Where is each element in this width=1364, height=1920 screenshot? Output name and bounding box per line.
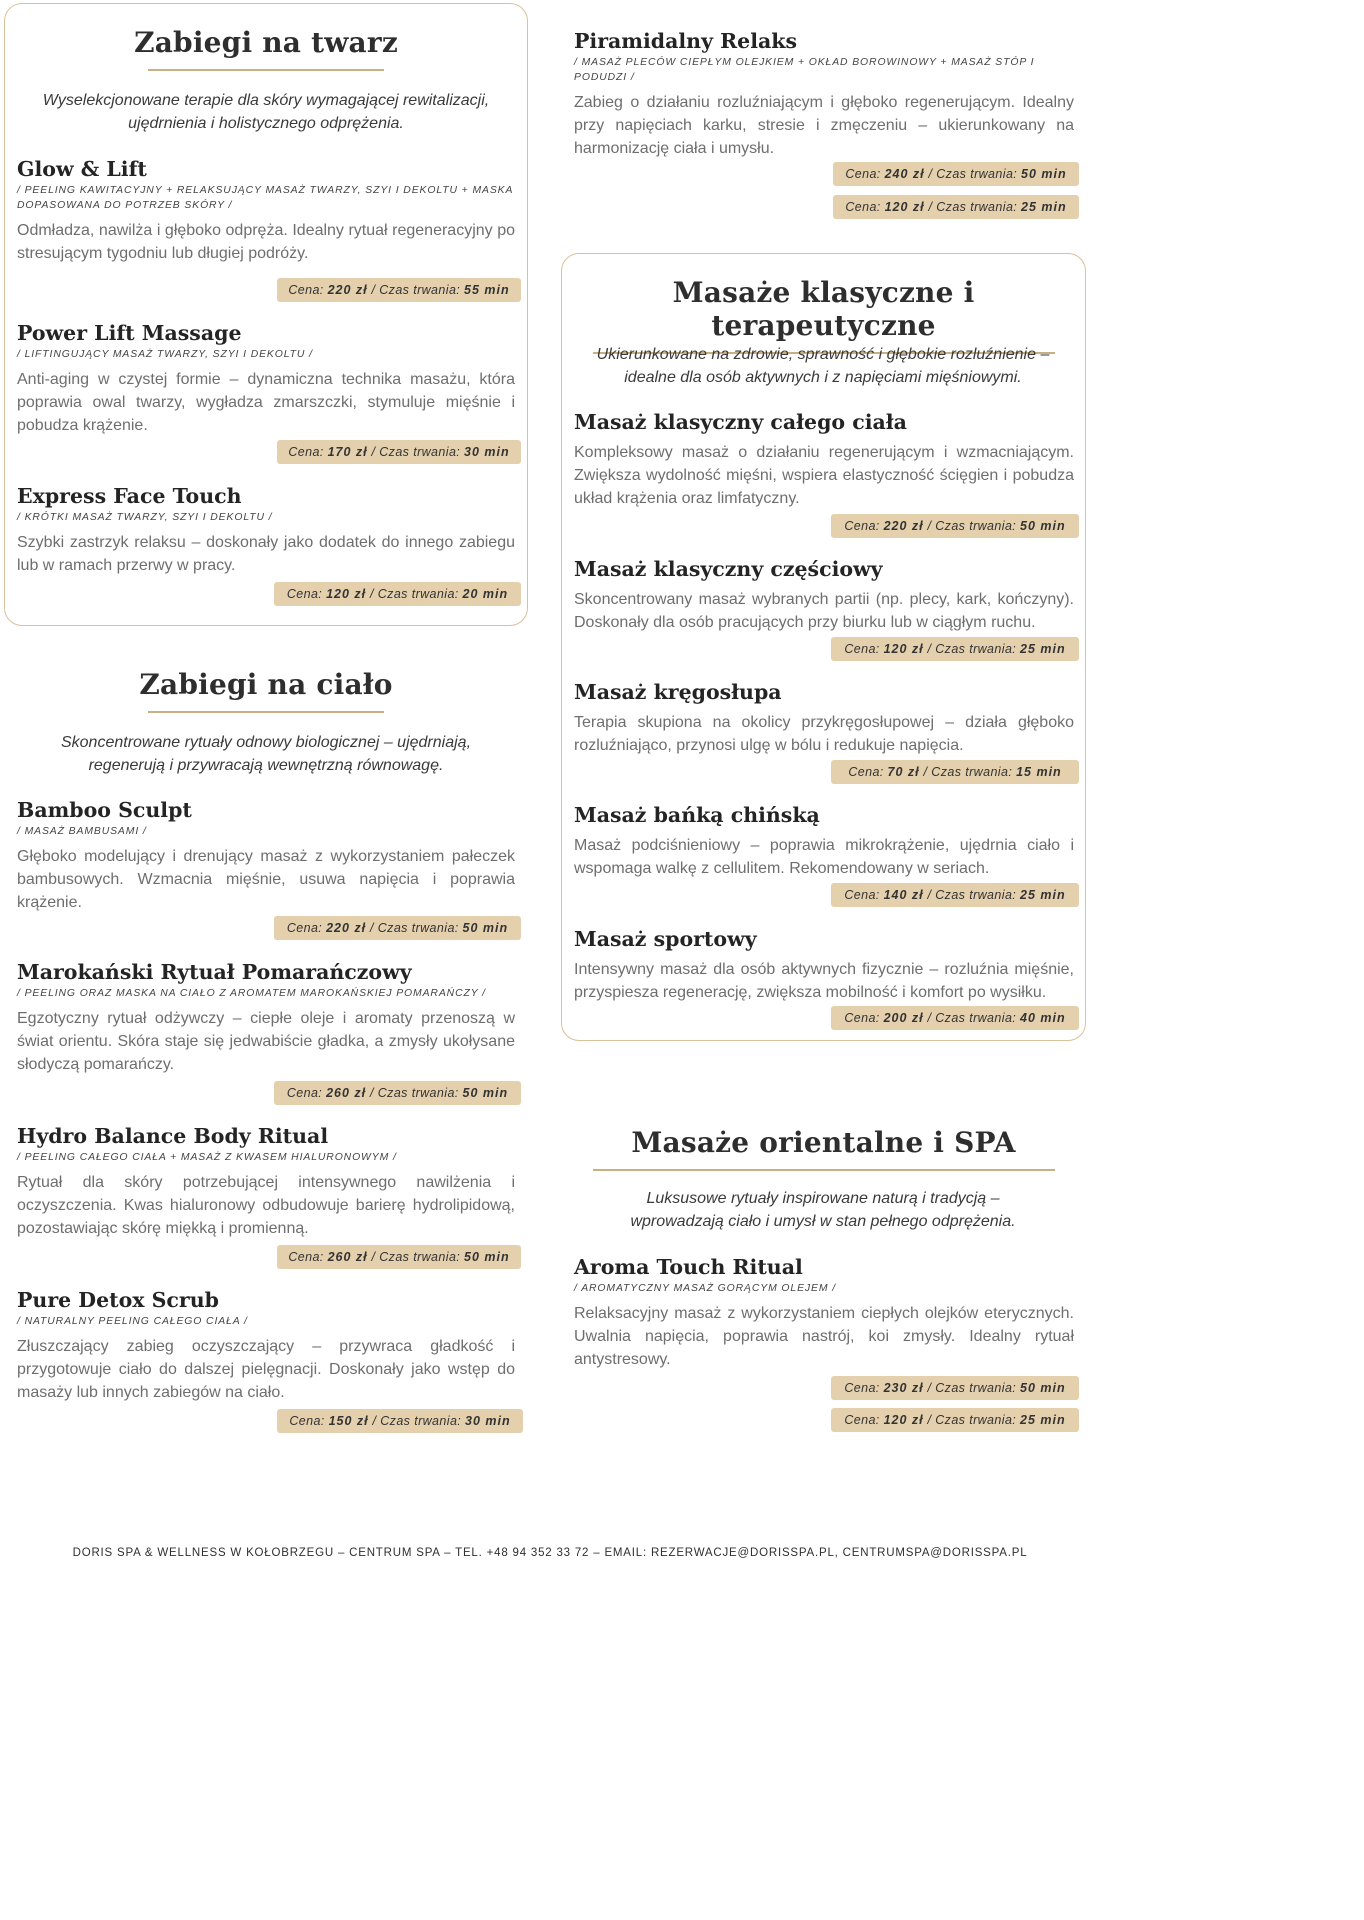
section-title: Zabiegi na ciało [139,668,393,701]
massage-classic-partial [574,556,1074,634]
price-tag: Cena: 260 zł / Czas trwania: 50 min [277,1245,521,1269]
treatment-description: Złuszczający zabieg oczyszczający – przywraca gładkość i przygotowuje ciało do dalszej pielęgnacji. Doskonały jako wstęp do masaży lub innych zabiegów na ciało. [17,1338,515,1401]
treatment-description: Rytuał dla skóry potrzebującej intensywnego nawilżenia i oczyszczenia. Kwas hialuronowy odbudowuje barierę hydrolipidową, pozostawiając skórę miękką i promienną. [17,1174,515,1237]
price-tag: Cena: 260 zł / Czas trwania: 50 min [274,1081,521,1105]
treatment-description: Zabieg o działaniu rozluźniającym i głęboko regenerującym. Idealny przy napięciach karku, stresie i zmęczeniu – ukierunkowany na harmonizację ciała i umysłu. [574,94,1074,157]
massage-chinese-cupping [574,802,1074,880]
treatment-subtitle: / PEELING KAWITACYJNY + RELAKSUJĄCY MASAŻ TWARZY, SZYI I DEKOLTU + MASKA DOPASOWANA DO POTRZEB SKÓRY / [17,185,513,211]
price-tag: Cena: 140 zł / Czas trwania: 25 min [831,883,1079,907]
price-tag: Cena: 150 zł / Czas trwania: 30 min [277,1409,523,1433]
price-tag: Cena: 220 zł / Czas trwania: 50 min [831,514,1079,538]
face-section-header [4,26,528,71]
price-tag: Cena: 200 zł / Czas trwania: 40 min [831,1006,1079,1030]
body-section-header [4,668,528,713]
price-tag: Cena: 120 zł / Czas trwania: 25 min [833,195,1079,219]
section-title: Zabiegi na twarz [134,26,398,59]
massage-sport [574,926,1074,1004]
price-tag: Cena: 220 zł / Czas trwania: 50 min [274,916,521,940]
treatment-name: Glow & Lift [17,157,147,181]
price-tag: Cena: 120 zł / Czas trwania: 20 min [274,582,521,606]
price-tag: Cena: 230 zł / Czas trwania: 50 min [831,1376,1079,1400]
treatment-description: Masaż podciśnieniowy – poprawia mikrokrążenie, ujędrnia ciało i wspomaga walkę z cellulitem. Rekomendowany w seriach. [574,837,1074,877]
treatment-aroma-touch [574,1254,1074,1371]
price-tag: Cena: 120 zł / Czas trwania: 25 min [831,1408,1079,1432]
treatment-description: Terapia skupiona na okolicy przykręgosłupowej – działa głęboko rozluźniająco, przynosi ulgę w bólu i redukuje napięcia. [574,714,1074,754]
treatment-subtitle: / MASAŻ BAMBUSAMI / [17,826,147,837]
treatment-name: Marokański Rytuał Pomarańczowy [17,960,412,984]
treatment-name: Masaż bańką chińską [574,803,820,827]
footer-contact: DORIS SPA & WELLNESS W KOŁOBRZEGU – CENTRUM SPA – TEL. +48 94 352 33 72 – EMAIL: REZERWACJE@DORISSPA.PL, CENTRUMSPA@DORISSPA.PL [72,1547,1028,1559]
treatment-bamboo-sculpt [17,797,515,914]
price-tag: Cena: 70 zł / Czas trwania: 15 min [831,760,1079,784]
treatment-subtitle: / PEELING CAŁEGO CIAŁA + MASAŻ Z KWASEM HIALURONOWYM / [17,1152,397,1163]
treatment-name: Masaż klasyczny częściowy [574,557,883,581]
treatment-description: Egzotyczny rytuał odżywczy – ciepłe oleje i aromaty przenoszą w świat orientu. Skóra staje się jedwabiście gładka, a zmysły ukołysane słodyczą pomarańczy. [17,1010,515,1073]
treatment-name: Hydro Balance Body Ritual [17,1124,329,1148]
section-title: Masaże orientalne i SPA [631,1126,1016,1159]
treatment-subtitle: / PEELING ORAZ MASKA NA CIAŁO Z AROMATEM MAROKAŃSKIEJ POMARAŃCZY / [17,988,486,999]
treatment-description: Głęboko modelujący i drenujący masaż z wykorzystaniem pałeczek bambusowych. Wzmacnia mięśnie, usuwa napięcia i poprawia krążenie. [17,848,515,911]
massage-spine [574,679,1074,757]
treatment-name: Express Face Touch [17,484,242,508]
price-tag: Cena: 240 zł / Czas trwania: 50 min [833,162,1079,186]
treatment-name: Masaż kręgosłupa [574,680,782,704]
treatment-subtitle: / MASAŻ PLECÓW CIEPŁYM OLEJKIEM + OKŁAD BOROWINOWY + MASAŻ STÓP I PODUDZI / [574,57,1035,83]
treatment-pure-detox [17,1287,515,1404]
treatment-description: Intensywny masaż dla osób aktywnych fizycznie – rozluźnia mięśnie, przyspiesza regenerację, zwiększa mobilność i komfort po wysiłku. [574,961,1074,1001]
treatment-express-face [17,483,515,577]
treatment-name: Piramidalny Relaks [574,29,798,53]
section-divider [148,711,384,713]
section-intro: Wyselekcjonowane terapie dla skóry wymagającej rewitalizacji, ujędrnienia i holistycznego odprężenia. [42,92,490,132]
section-intro: Luksusowe rytuały inspirowane naturą i tradycją – wprowadzają ciało i umysł w stan pełnego odprężenia. [630,1190,1016,1230]
price-tag: Cena: 120 zł / Czas trwania: 25 min [831,637,1079,661]
treatment-name: Masaż klasyczny całego ciała [574,410,907,434]
price-tag: Cena: 220 zł / Czas trwania: 55 min [277,278,521,302]
treatment-name: Aroma Touch Ritual [574,1255,803,1279]
treatment-pyramid-relax [574,28,1074,160]
treatment-name: Bamboo Sculpt [17,798,192,822]
treatment-subtitle: / NATURALNY PEELING CAŁEGO CIAŁA / [17,1316,248,1327]
section-intro: Skoncentrowane rytuały odnowy biologicznej – ujędrniają, regenerują i przywracają wewnętrzną równowagę. [60,734,472,774]
treatment-name: Pure Detox Scrub [17,1288,219,1312]
section-divider [593,1169,1055,1171]
treatment-description: Relaksacyjny masaż z wykorzystaniem ciepłych olejków eterycznych. Uwalnia napięcia, poprawia nastrój, koi zmysły. Idealny rytuał antystresowy. [574,1305,1074,1368]
treatment-moroccan-ritual [17,959,515,1076]
treatment-power-lift [17,320,515,437]
classic-section-header [561,276,1086,354]
oriental-section-header [561,1126,1086,1171]
treatment-name: Masaż sportowy [574,927,757,951]
massage-classic-full [574,409,1074,510]
treatment-description: Skoncentrowany masaż wybranych partii (np. plecy, kark, kończyny). Doskonały dla osób pracujących przy biurku lub w ciągłym ruchu. [574,591,1074,631]
treatment-subtitle: / AROMATYCZNY MASAŻ GORĄCYM OLEJEM / [574,1283,836,1294]
treatment-description: Kompleksowy masaż o działaniu regenerującym i wzmacniającym. Zwiększa wydolność mięśni, wspiera elastyczność ścięgien i pobudza układ krążenia oraz limfatyczny. [574,444,1074,507]
treatment-description: Odmładza, nawilża i głęboko odpręża. Idealny rytuał regeneracyjny po stresującym tygodniu lub długiej podróży. [17,222,515,262]
treatment-glow-lift [17,156,515,265]
treatment-description: Szybki zastrzyk relaksu – doskonały jako dodatek do innego zabiegu lub w ramach przerwy w pracy. [17,534,515,574]
section-intro: Ukierunkowane na zdrowie, sprawność i głębokie rozluźnienie – idealne dla osób aktywnych i z napięciami mięśniowymi. [596,346,1050,386]
section-title: Masaże klasyczne i terapeutyczne [672,276,975,342]
treatment-name: Power Lift Massage [17,321,242,345]
section-divider [148,69,384,71]
treatment-subtitle: / LIFTINGUJĄCY MASAŻ TWARZY, SZYI I DEKOLTU / [17,349,313,360]
treatment-hydro-balance [17,1123,515,1240]
treatment-subtitle: / KRÓTKI MASAŻ TWARZY, SZYI I DEKOLTU / [17,512,273,523]
price-tag: Cena: 170 zł / Czas trwania: 30 min [277,440,521,464]
treatment-description: Anti-aging w czystej formie – dynamiczna technika masażu, która poprawia owal twarzy, wygładza zmarszczki, stymuluje mięśnie i pobudza krążenie. [17,371,515,434]
